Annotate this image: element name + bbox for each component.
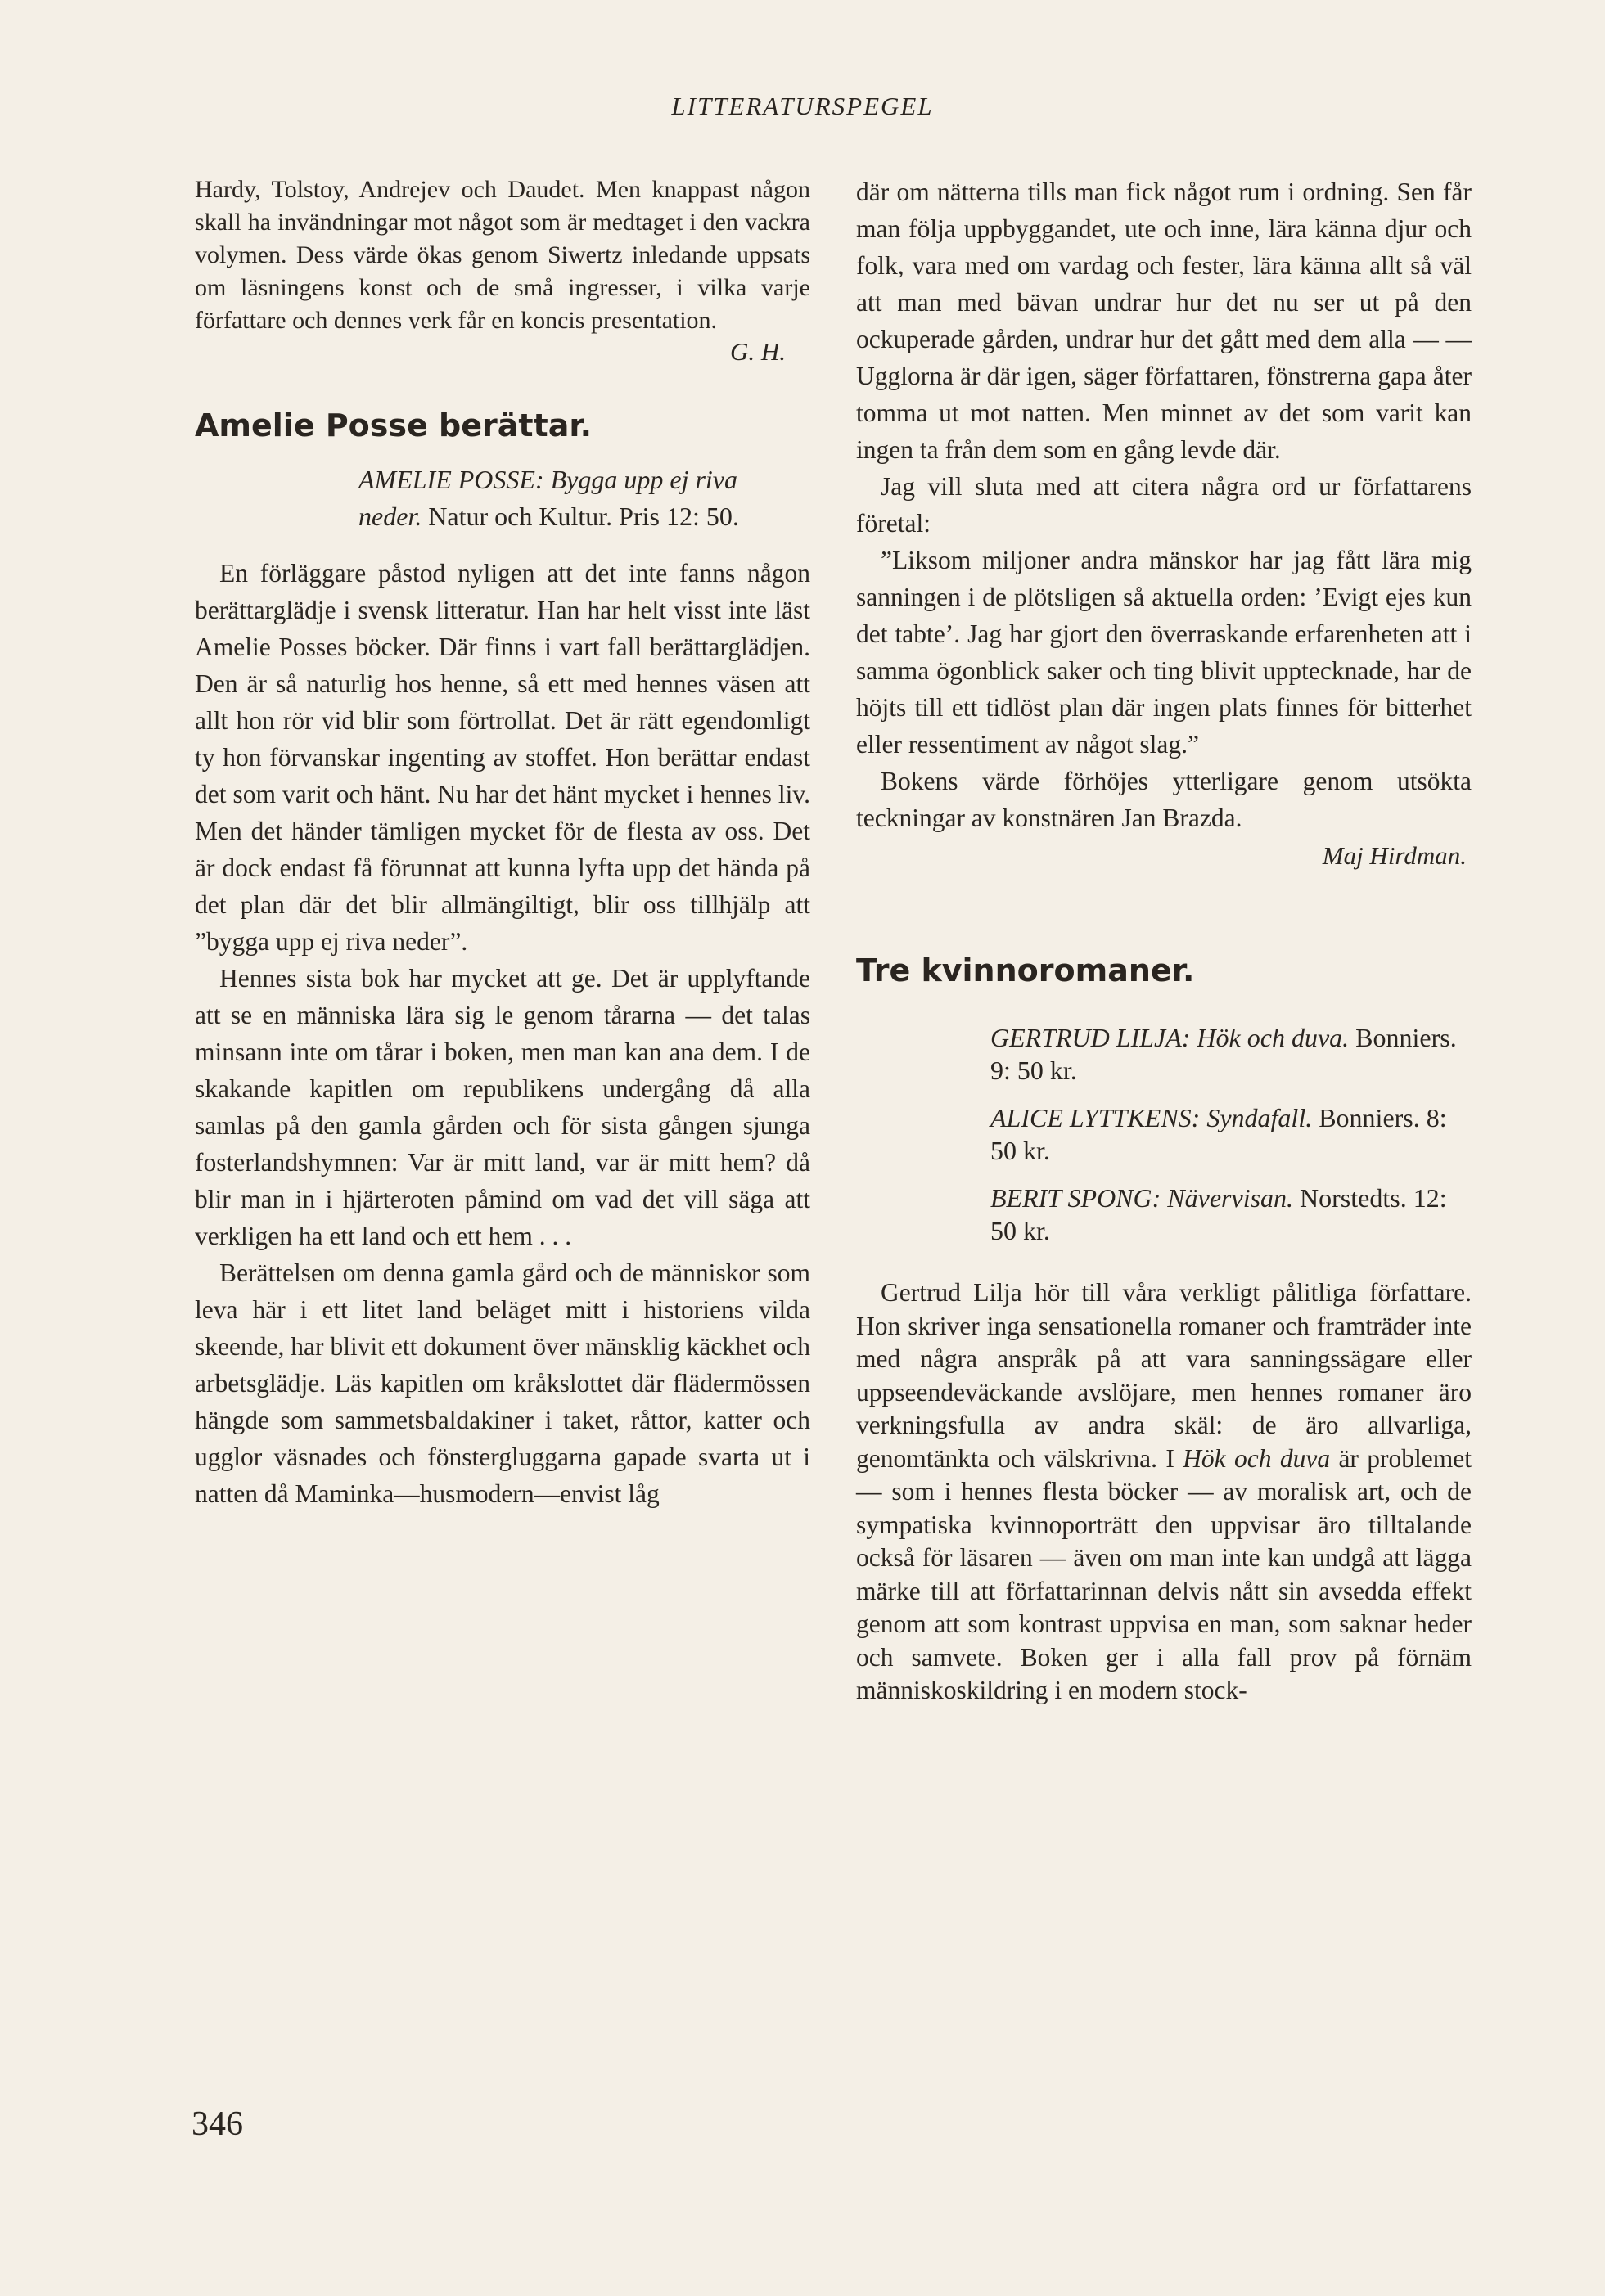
book-author: GERTRUD LILJA: (990, 1023, 1191, 1052)
book-price: Pris 12: 50. (619, 502, 739, 531)
book-entry-posse (358, 461, 810, 535)
review-title-posse: Amelie Posse berättar. (195, 407, 593, 443)
body-paragraph: där om nätterna tills man fick något rum i ordning. Sen får man följa uppbyggandet, ute och inne, lära känna djur och folk, vara med om vardag och fester, lära känna allt så väl att man med bävan undrar hur det nu ser ut på den ockuperade gården, undrar hur det gått med dem alla — — Ugglorna är där igen, säger författaren, fönstrerna gapa åter tomma ut mot natten. Men minnet av det som varit kan ingen ta från dem som en gång levde där. (856, 178, 1472, 464)
page-number: 346 (192, 2105, 243, 2143)
final-paragraph (856, 1276, 1472, 1708)
book-entry (990, 1101, 1472, 1167)
running-head: LITTERATURSPEGEL (671, 92, 934, 120)
review-body-posse (195, 555, 810, 1512)
final-paragraph-end: är problemet — som i hennes flesta böcker — av moralisk art, och de sympatiska kvinnoporträtt den uppvisar äro tilltalande också för läsaren — även om man inte kan undgå att lägga märke till att författarinnan delvis nått sin avsedda effekt genom att som kontrast uppvisa en man, som saknar heder och samvete. Boken ger i alla fall prov på förnäm människoskildring i en modern stock- (856, 1443, 1472, 1704)
intro-paragraph: Hardy, Tolstoy, Andrejev och Daudet. Men knappast någon skall ha invändningar mot något som är medtaget i den vackra volymen. Dess värde ökas genom Siwertz inledande uppsats om läsningens konst och de små ingresser, i vilka varje författare och dennes verk får en koncis presentation. (195, 176, 810, 334)
book-entry (990, 1182, 1472, 1247)
book-title: Nävervisan. (1167, 1183, 1294, 1213)
body-paragraph: Jag vill sluta med att citera några ord ur författarens företal: (856, 472, 1472, 538)
left-column (195, 173, 810, 1512)
book-details: Norstedts. 12: 50 kr. (990, 1183, 1447, 1245)
book-title: Hök och duva. (1197, 1023, 1350, 1052)
book-author: AMELIE POSSE: (358, 465, 544, 494)
book-author: BERIT SPONG: (990, 1183, 1161, 1213)
book-title: Bygga upp ej riva neder. (358, 465, 737, 531)
right-column (856, 173, 1472, 1708)
book-list (990, 1021, 1472, 1247)
quote-paragraph: ”Liksom miljoner andra mänskor har jag fått lära mig sanningen i de plötsligen så aktuella orden: ’Evigt ejes kun det tabte’. Jag har gjort den överraskande erfarenheten att i samma ögonblick saker och ting blivit upptecknade, har de höjts till ett tidlöst plan där ingen plats finnes för bitterhet eller ressentiment av något slag.” (856, 546, 1472, 759)
review-title-kvinnoromaner: Tre kvinnoromaner. (856, 952, 1195, 988)
book-entry (990, 1021, 1472, 1087)
body-paragraph: Berättelsen om denna gamla gård och de människor som leva här i ett litet land beläget mitt i historiens vilda skeende, har blivit ett dokument över mänsklig käckhet och arbetsglädje. Läs kapitlen om kråkslottet där flädermössen hängde som sammetsbaldakiner i taket, råttor, katter och ugglor väsnades och fönstergluggarna gapade svarta ut i natten då Maminka—husmodern—envist låg (195, 1258, 810, 1508)
body-paragraph: Bokens värde förhöjes ytterligare genom utsökta teckningar av konstnären Jan Brazda. (856, 767, 1472, 832)
book-publisher: Natur och Kultur. (428, 502, 613, 531)
book-author: ALICE LYTTKENS: (990, 1103, 1201, 1132)
final-paragraph-start: Gertrud Lilja hör till våra verkligt pålitliga författare. Hon skriver inga sensationella romaner och framträder inte med några anspråk på att vara sanningssägare eller uppseendeväckande avslöjare, men hennes romaner äro verkningsfulla av andra skäl: de äro allvarliga, genomtänkta och välskrivna. I (856, 1278, 1472, 1473)
book-details: Bonniers. 9: 50 kr. (990, 1023, 1457, 1085)
body-paragraph: En förläggare påstod nyligen att det inte fanns någon berättarglädje i svensk litteratur. Han har helt visst inte läst Amelie Posses böcker. Där finns i vart fall berättarglädjen. Den är så naturlig hos henne, så ett med hennes väsen att allt hon rör vid blir som förtrollat. Det är rätt egendomligt ty hon förvanskar ingenting av stoffet. Hon berättar endast det som varit och hänt. Nu har det hänt mycket i hennes liv. Men det händer tämligen mycket för de flesta av oss. Det är dock endast få förunnat att kunna lyfta upp det hända på det plan där det blir allmängiltigt, blir oss tillhjälp att ”bygga upp ej riva neder”. (195, 559, 810, 956)
book-details: Bonniers. 8: 50 kr. (990, 1103, 1447, 1165)
final-paragraph-title: Hök och duva (1183, 1443, 1331, 1473)
intro-signature: G. H. (729, 337, 786, 366)
book-title: Syndafall. (1206, 1103, 1313, 1132)
signature-hirdman: Maj Hirdman. (1322, 841, 1467, 870)
body-paragraph: Hennes sista bok har mycket att ge. Det är upplyftande att se en människa lära sig le genom tårarna — det talas minsann inte om tårar i boken, men man kan ana dem. I de skakande kapitlen om republikens undergång då alla samlas på den gamla gården och för sista gången sjunga fosterlandshymnen: Var är mitt land, var är mitt hem? då blir man in i hjärteroten påmind om vad det vill säga att verkligen ha ett land och ett hem . . . (195, 964, 810, 1250)
